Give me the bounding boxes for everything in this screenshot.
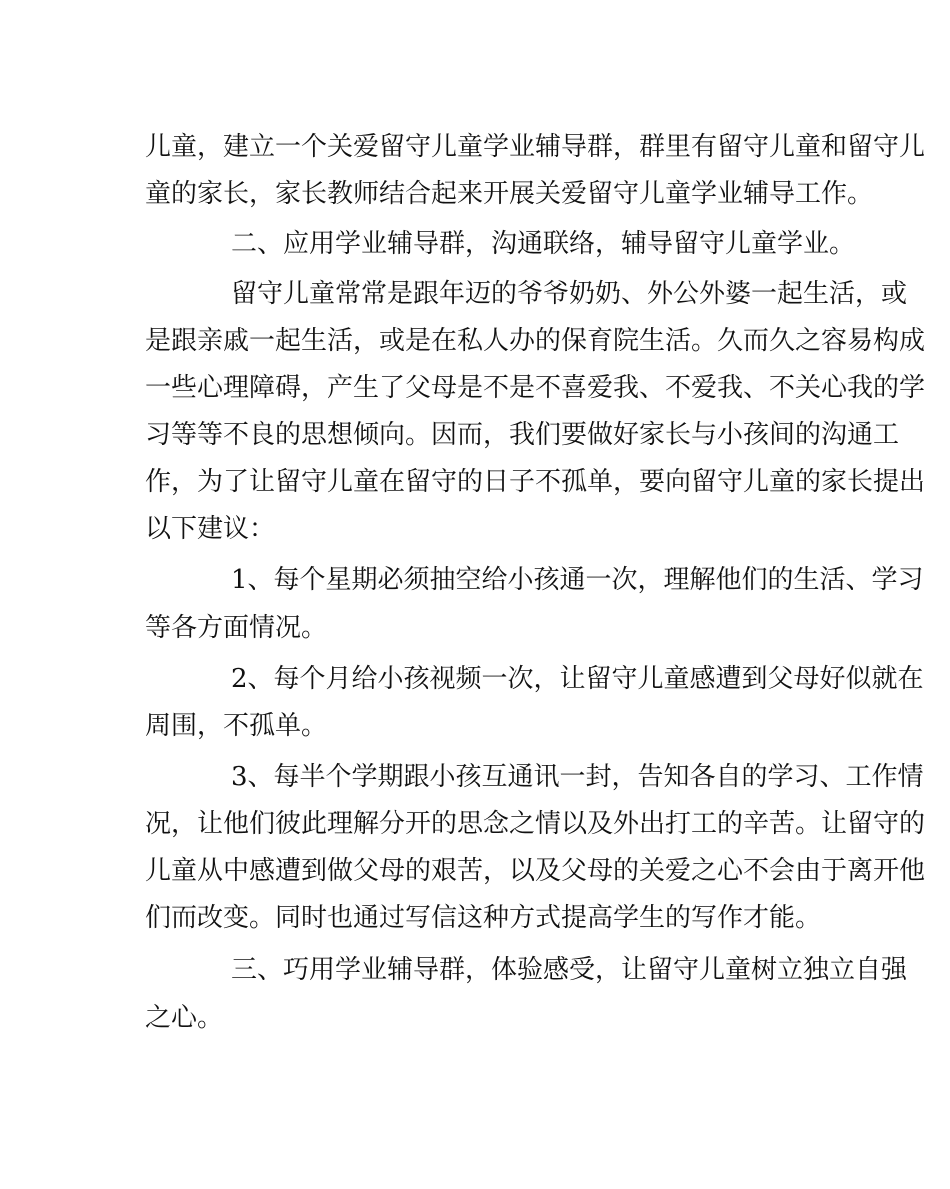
text-line: 是跟亲戚一起生活，或是在私人办的保育院生活。久而久之容易构成	[145, 326, 926, 356]
text-line: 儿童从中感遭到做父母的艰苦，以及父母的关爱之心不会由于离开他	[145, 856, 926, 886]
text-line: 们而改变。同时也通过写信这种方式提高学生的写作才能。	[145, 903, 822, 933]
text-line: 周围，不孤单。	[145, 711, 328, 741]
text-line: 习等等不良的思想倾向。因而，我们要做好家长与小孩间的沟通工	[145, 420, 900, 450]
text-line: 之心。	[145, 1003, 224, 1033]
text-line: 况，让他们彼此理解分开的思念之情以及外出打工的辛苦。让留守的	[145, 809, 926, 839]
text-line: 儿童，建立一个关爱留守儿童学业辅导群，群里有留守儿童和留守儿	[145, 132, 926, 162]
list-item: 3、每半个学期跟小孩互通讯一封，告知各自的学习、工作情	[231, 762, 924, 792]
text-line: 以下建议：	[145, 514, 276, 544]
list-item: 2、每个月给小孩视频一次，让留守儿童感遭到父母好似就在	[231, 664, 924, 694]
text-line: 等各方面情况。	[145, 613, 328, 643]
list-item: 1、每个星期必须抽空给小孩通一次，理解他们的生活、学习	[231, 565, 924, 595]
text-line: 童的家长，家长教师结合起来开展关爱留守儿童学业辅导工作。	[145, 179, 874, 209]
section-heading: 二、应用学业辅导群，沟通联络，辅导留守儿童学业。	[231, 229, 856, 259]
text-line: 作，为了让留守儿童在留守的日子不孤单，要向留守儿童的家长提出	[145, 467, 926, 497]
text-line: 一些心理障碍，产生了父母是不是不喜爱我、不爱我、不关心我的学	[145, 373, 926, 403]
section-heading: 三、巧用学业辅导群，体验感受，让留守儿童树立独立自强	[231, 955, 908, 985]
text-line: 留守儿童常常是跟年迈的爷爷奶奶、外公外婆一起生活，或	[231, 279, 908, 309]
